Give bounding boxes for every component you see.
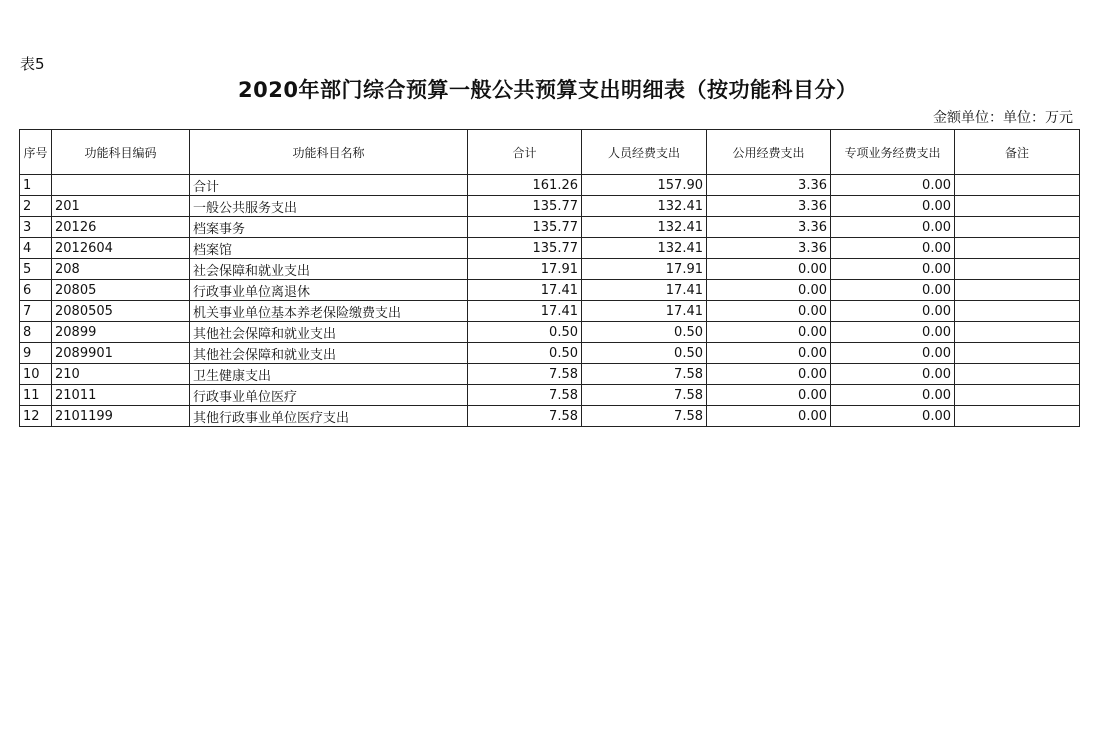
row-seq-cell: 5	[20, 259, 52, 280]
row-special-cell: 0.00	[831, 175, 955, 196]
row-personnel-cell: 132.41	[582, 217, 707, 238]
row-personnel-cell: 17.41	[582, 280, 707, 301]
row-total-cell: 135.77	[468, 217, 582, 238]
column-header: 公用经费支出	[707, 130, 831, 175]
row-note-cell	[955, 322, 1080, 343]
row-note-cell	[955, 196, 1080, 217]
row-code-cell: 20805	[52, 280, 190, 301]
row-name-cell: 一般公共服务支出	[190, 196, 468, 217]
row-code-cell: 20126	[52, 217, 190, 238]
row-special-cell: 0.00	[831, 238, 955, 259]
row-seq-cell: 9	[20, 343, 52, 364]
table-row	[20, 364, 1080, 385]
row-total-cell: 7.58	[468, 385, 582, 406]
row-note-cell	[955, 385, 1080, 406]
row-name-cell: 其他社会保障和就业支出	[190, 343, 468, 364]
row-seq-cell: 2	[20, 196, 52, 217]
row-code-cell: 210	[52, 364, 190, 385]
row-name-cell: 行政事业单位医疗	[190, 385, 468, 406]
table-row	[20, 217, 1080, 238]
column-header: 专项业务经费支出	[831, 130, 955, 175]
row-seq-cell: 10	[20, 364, 52, 385]
row-public-cell: 0.00	[707, 385, 831, 406]
table-row	[20, 385, 1080, 406]
column-header: 备注	[955, 130, 1080, 175]
row-public-cell: 0.00	[707, 322, 831, 343]
table-row	[20, 301, 1080, 322]
row-note-cell	[955, 364, 1080, 385]
column-header: 人员经费支出	[582, 130, 707, 175]
row-public-cell: 0.00	[707, 343, 831, 364]
row-seq-cell: 3	[20, 217, 52, 238]
row-code-cell: 20899	[52, 322, 190, 343]
row-special-cell: 0.00	[831, 385, 955, 406]
row-personnel-cell: 7.58	[582, 364, 707, 385]
row-special-cell: 0.00	[831, 196, 955, 217]
row-personnel-cell: 0.50	[582, 322, 707, 343]
row-special-cell: 0.00	[831, 280, 955, 301]
column-header: 功能科目名称	[190, 130, 468, 175]
row-code-cell: 2080505	[52, 301, 190, 322]
row-name-cell: 卫生健康支出	[190, 364, 468, 385]
row-note-cell	[955, 301, 1080, 322]
table-row	[20, 196, 1080, 217]
row-note-cell	[955, 217, 1080, 238]
row-total-cell: 17.41	[468, 280, 582, 301]
row-special-cell: 0.00	[831, 259, 955, 280]
row-seq-cell: 8	[20, 322, 52, 343]
row-code-cell: 2101199	[52, 406, 190, 427]
row-name-cell: 档案事务	[190, 217, 468, 238]
row-personnel-cell: 132.41	[582, 196, 707, 217]
row-code-cell: 2089901	[52, 343, 190, 364]
row-special-cell: 0.00	[831, 343, 955, 364]
row-note-cell	[955, 238, 1080, 259]
row-total-cell: 0.50	[468, 322, 582, 343]
row-seq-cell: 11	[20, 385, 52, 406]
row-total-cell: 161.26	[468, 175, 582, 196]
row-public-cell: 3.36	[707, 175, 831, 196]
row-total-cell: 0.50	[468, 343, 582, 364]
row-seq-cell: 1	[20, 175, 52, 196]
row-special-cell: 0.00	[831, 217, 955, 238]
row-code-cell	[52, 175, 190, 196]
unit-label: 金额单位：单位：万元	[933, 110, 1073, 126]
row-public-cell: 3.36	[707, 196, 831, 217]
row-total-cell: 17.41	[468, 301, 582, 322]
row-total-cell: 135.77	[468, 238, 582, 259]
column-header: 合计	[468, 130, 582, 175]
row-name-cell: 机关事业单位基本养老保险缴费支出	[190, 301, 468, 322]
row-code-cell: 21011	[52, 385, 190, 406]
row-total-cell: 17.91	[468, 259, 582, 280]
row-public-cell: 0.00	[707, 364, 831, 385]
row-code-cell: 208	[52, 259, 190, 280]
row-name-cell: 其他行政事业单位医疗支出	[190, 406, 468, 427]
row-name-cell: 行政事业单位离退休	[190, 280, 468, 301]
row-seq-cell: 7	[20, 301, 52, 322]
row-public-cell: 0.00	[707, 259, 831, 280]
column-header: 序号	[20, 130, 52, 175]
row-special-cell: 0.00	[831, 322, 955, 343]
row-public-cell: 3.36	[707, 217, 831, 238]
table-row	[20, 280, 1080, 301]
row-name-cell: 其他社会保障和就业支出	[190, 322, 468, 343]
row-personnel-cell: 7.58	[582, 406, 707, 427]
row-public-cell: 0.00	[707, 280, 831, 301]
table-row	[20, 259, 1080, 280]
row-public-cell: 0.00	[707, 301, 831, 322]
document-title: 2020年部门综合预算一般公共预算支出明细表（按功能科目分）	[238, 78, 858, 102]
table-row	[20, 406, 1080, 427]
row-total-cell: 7.58	[468, 406, 582, 427]
table-row	[20, 238, 1080, 259]
row-personnel-cell: 157.90	[582, 175, 707, 196]
row-code-cell: 201	[52, 196, 190, 217]
row-total-cell: 135.77	[468, 196, 582, 217]
column-header: 功能科目编码	[52, 130, 190, 175]
row-special-cell: 0.00	[831, 364, 955, 385]
row-public-cell: 0.00	[707, 406, 831, 427]
table-row	[20, 175, 1080, 196]
budget-table	[19, 129, 1080, 427]
row-personnel-cell: 7.58	[582, 385, 707, 406]
row-personnel-cell: 0.50	[582, 343, 707, 364]
row-total-cell: 7.58	[468, 364, 582, 385]
row-name-cell: 社会保障和就业支出	[190, 259, 468, 280]
row-note-cell	[955, 175, 1080, 196]
row-special-cell: 0.00	[831, 406, 955, 427]
row-note-cell	[955, 406, 1080, 427]
row-seq-cell: 4	[20, 238, 52, 259]
row-special-cell: 0.00	[831, 301, 955, 322]
table-label: 表5	[20, 55, 45, 73]
row-note-cell	[955, 259, 1080, 280]
row-seq-cell: 6	[20, 280, 52, 301]
row-public-cell: 3.36	[707, 238, 831, 259]
table-row	[20, 322, 1080, 343]
table-row	[20, 343, 1080, 364]
row-seq-cell: 12	[20, 406, 52, 427]
row-name-cell: 合计	[190, 175, 468, 196]
row-personnel-cell: 132.41	[582, 238, 707, 259]
row-personnel-cell: 17.41	[582, 301, 707, 322]
row-code-cell: 2012604	[52, 238, 190, 259]
row-personnel-cell: 17.91	[582, 259, 707, 280]
table-header-row	[20, 130, 1080, 175]
row-note-cell	[955, 280, 1080, 301]
row-name-cell: 档案馆	[190, 238, 468, 259]
row-note-cell	[955, 343, 1080, 364]
